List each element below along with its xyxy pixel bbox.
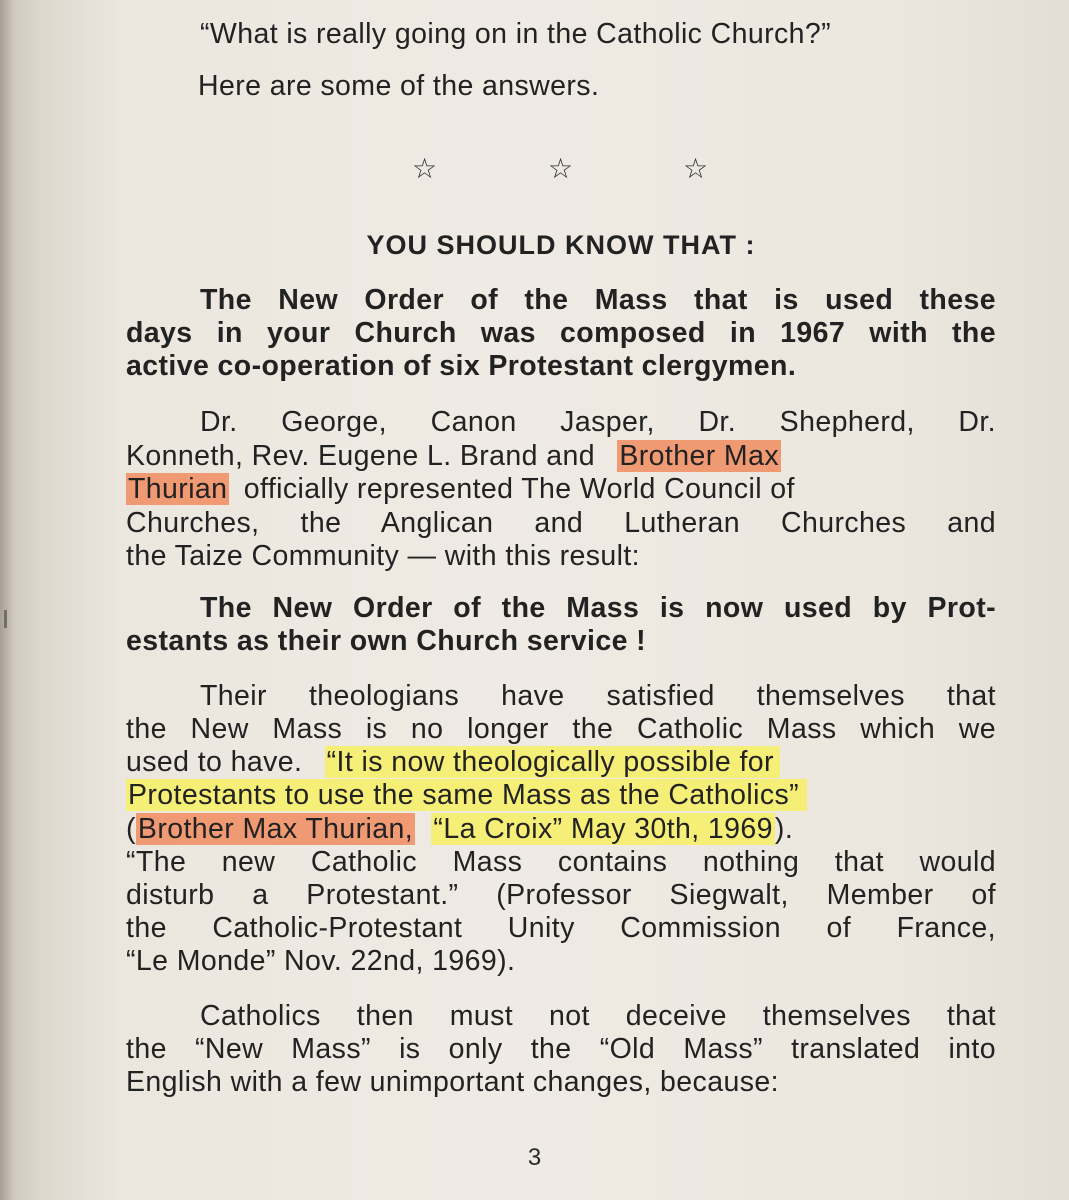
section-heading: YOU SHOULD KNOW THAT :: [366, 230, 756, 260]
para2-line-3: [126, 473, 996, 505]
para5-line-2: the “New Mass” is only the “Old Mass” translated into: [126, 1033, 996, 1065]
star-icon: ☆: [683, 153, 709, 184]
para4-line-1: Their theologians have satisfied themselves that: [200, 680, 996, 712]
intro-question: “What is really going on in the Catholic Church?”: [200, 18, 832, 50]
para4-line-6: “The new Catholic Mass contains nothing that would: [126, 846, 996, 878]
para1-line-3: active co-operation of six Protestant clergymen.: [126, 350, 797, 382]
para4-line-5: [126, 813, 996, 845]
para2-line-2: [126, 440, 996, 472]
ornament-stars: [0, 152, 1069, 192]
paren-close: ).: [774, 813, 794, 845]
margin-mark: [4, 610, 7, 628]
para5-line-3: English with a few unimportant changes, because:: [126, 1066, 779, 1098]
para2-line-2-text: Konneth, Rev. Eugene L. Brand and: [126, 440, 596, 472]
intro-answer: Here are some of the answers.: [198, 70, 600, 102]
para4-line-3: [126, 746, 996, 778]
para1-line-1: The New Order of the Mass that is used these: [200, 284, 996, 316]
para2-line-3-text: officially represented The World Council of: [243, 473, 795, 505]
para4-line-2: the New Mass is no longer the Catholic Mass which we: [126, 713, 996, 745]
highlight-citation-source: “La Croix” May 30th, 1969: [433, 813, 773, 845]
highlight-citation-author: Brother Max Thurian,: [137, 813, 414, 845]
highlight-brother-max: Brother Max: [619, 440, 779, 472]
page-number: 3: [527, 1144, 542, 1171]
highlight-quote-start: “It is now theologically possible for: [325, 746, 780, 778]
para1-line-2: days in your Church was composed in 1967 with the: [126, 317, 996, 349]
para4-line-4: [126, 779, 996, 811]
highlight-quote-end: Protestants to use the same Mass as the Catholics”: [126, 779, 807, 811]
para2-line-1: Dr. George, Canon Jasper, Dr. Shepherd, Dr.: [200, 406, 996, 438]
para4-line-7: disturb a Protestant.” (Professor Siegwalt, Member of: [126, 879, 996, 911]
para5-line-1: Catholics then must not deceive themselves that: [200, 1000, 996, 1032]
para2-line-4: Churches, the Anglican and Lutheran Churches and: [126, 507, 996, 539]
star-icon: ☆: [548, 153, 574, 184]
para2-line-5: the Taize Community — with this result:: [126, 540, 641, 572]
paren-open: (: [126, 813, 136, 845]
para4-line-9: “Le Monde” Nov. 22nd, 1969).: [126, 945, 516, 977]
para3-line-1: The New Order of the Mass is now used by Prot-: [200, 592, 996, 624]
highlight-thurian: Thurian: [128, 473, 228, 505]
star-icon: ☆: [412, 153, 438, 184]
para3-line-2: estants as their own Church service !: [126, 625, 647, 657]
para4-line-8: the Catholic-Protestant Unity Commission of France,: [126, 912, 996, 944]
para4-line-3-text: used to have.: [126, 746, 303, 778]
